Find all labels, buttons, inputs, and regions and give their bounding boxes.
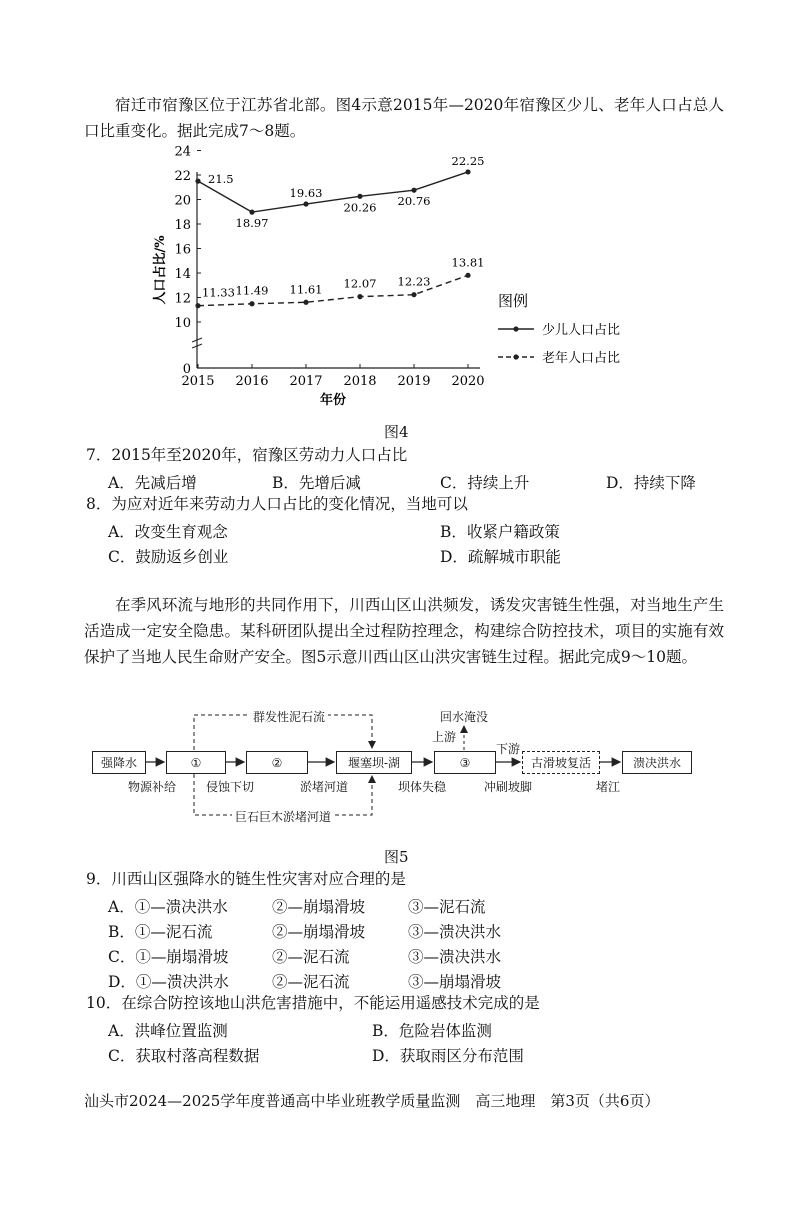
data-point-0 bbox=[195, 179, 200, 184]
x-tick-label: 2017 bbox=[289, 374, 323, 389]
x-tick-label: 2019 bbox=[397, 374, 431, 389]
box-ancient-landslide: 古滑坡复活 bbox=[522, 751, 600, 774]
question-10-option-d[interactable]: D．获取雨区分布范围 bbox=[372, 1047, 524, 1065]
y-tick-label: 10 bbox=[174, 316, 191, 331]
y-tick-label: 16 bbox=[174, 242, 191, 258]
label-boulder-blocking: 巨石巨木淤堵河道 bbox=[232, 808, 334, 825]
data-point-1 bbox=[249, 301, 254, 306]
data-label: 20.26 bbox=[343, 200, 377, 215]
figure-5-diagram bbox=[0, 700, 794, 830]
y-tick-label: 12 bbox=[174, 291, 191, 307]
data-label: 12.23 bbox=[397, 274, 431, 289]
page-footer: 汕头市2024—2025学年度普通高中毕业班教学质量监测 高三地理 第3页（共6页） bbox=[84, 1092, 660, 1110]
question-10-stem: 10．在综合防控该地山洪危害措施中，不能运用遥感技术完成的是 bbox=[86, 994, 540, 1012]
data-point-0 bbox=[249, 210, 254, 215]
y-axis-title: 人口占比/% bbox=[153, 235, 168, 305]
label-dam-instability: 坝体失稳 bbox=[398, 780, 447, 794]
question-9-option-d-2: ②—泥石流 bbox=[272, 973, 350, 991]
data-label: 22.25 bbox=[451, 153, 485, 168]
question-9-option-a-2: ②—崩塌滑坡 bbox=[272, 898, 366, 916]
question-7-option-c[interactable]: C．持续上升 bbox=[440, 474, 530, 492]
question-8-option-b[interactable]: B．收紧户籍政策 bbox=[440, 523, 560, 541]
data-point-0 bbox=[303, 201, 308, 206]
question-7-option-b[interactable]: B．先增后减 bbox=[272, 474, 361, 492]
data-point-1 bbox=[195, 303, 200, 308]
question-9-option-b-3: ③—溃决洪水 bbox=[408, 923, 502, 941]
data-label: 11.49 bbox=[235, 283, 269, 298]
intro-paragraph-2: 在季风环流与地形的共同作用下，川西山区山洪频发，诱发灾害链生性强，对当地生产生活造成一定安全隐患。某科研团队提出全过程防控理念，构建综合防控技术，项目的实施有效保护了当地人民生命财产安全。图5示意川西山区山洪灾害链生过程。据此完成9～10题。 bbox=[84, 596, 724, 666]
data-label: 11.33 bbox=[202, 285, 235, 300]
question-10-option-c[interactable]: C．获取村落高程数据 bbox=[108, 1047, 260, 1065]
data-label: 11.61 bbox=[289, 282, 323, 297]
y-tick-label: 0 bbox=[182, 362, 191, 377]
intro-paragraph-1: 宿迁市宿豫区位于江苏省北部。图4示意2015年—2020年宿豫区少儿、老年人口占总人口比重变化。据此完成7～8题。 bbox=[84, 96, 724, 140]
question-9-option-d-1[interactable]: D．①—溃决洪水 bbox=[108, 973, 229, 991]
x-tick-label: 2016 bbox=[235, 374, 269, 389]
x-axis-title: 年份 bbox=[319, 393, 347, 408]
label-backwater-flooding: 回水淹没 bbox=[440, 710, 489, 724]
question-10-option-b[interactable]: B．危险岩体监测 bbox=[372, 1022, 492, 1040]
question-9-option-b-2: ②—崩塌滑坡 bbox=[272, 923, 366, 941]
data-label: 18.97 bbox=[235, 216, 269, 231]
question-9-stem: 9．川西山区强降水的链生性灾害对应合理的是 bbox=[86, 870, 406, 888]
box-step-2: ② bbox=[246, 751, 308, 774]
box-outburst-flood: 溃决洪水 bbox=[622, 751, 692, 774]
y-tick-label: 18 bbox=[174, 218, 191, 233]
data-label: 21.5 bbox=[208, 172, 234, 187]
label-erosion-downcut: 侵蚀下切 bbox=[206, 780, 255, 794]
figure-4-line-chart bbox=[150, 144, 650, 408]
label-river-damming: 堵江 bbox=[596, 780, 621, 794]
legend-label-0: 少儿人口占比 bbox=[542, 323, 621, 338]
question-9-option-d-3: ③—崩塌滑坡 bbox=[408, 973, 502, 991]
figure-5-caption: 图5 bbox=[384, 848, 409, 866]
data-point-0 bbox=[411, 188, 416, 193]
question-7-option-d[interactable]: D．持续下降 bbox=[606, 474, 696, 492]
x-tick-label: 2020 bbox=[451, 374, 485, 389]
question-9-option-b-1[interactable]: B．①—泥石流 bbox=[108, 923, 213, 941]
data-point-1 bbox=[465, 273, 470, 278]
label-downstream: 下游 bbox=[496, 742, 521, 756]
question-10-option-a[interactable]: A．洪峰位置监测 bbox=[108, 1022, 228, 1040]
box-step-1: ① bbox=[166, 751, 226, 774]
data-point-1 bbox=[411, 292, 416, 297]
question-9-option-c-2: ②—泥石流 bbox=[272, 948, 350, 966]
legend-title: 图例 bbox=[498, 292, 529, 310]
label-material-supply: 物源补给 bbox=[128, 780, 177, 794]
y-tick-label: 14 bbox=[174, 267, 191, 282]
label-river-blocking: 淤堵河道 bbox=[300, 780, 349, 794]
legend-label-1: 老年人口占比 bbox=[542, 351, 621, 366]
box-heavy-rain: 强降水 bbox=[92, 751, 146, 774]
x-tick-label: 2015 bbox=[181, 374, 215, 389]
box-barrier-lake: 堰塞坝-湖 bbox=[336, 751, 412, 774]
data-label: 12.07 bbox=[343, 276, 377, 291]
y-tick-label: 24 bbox=[174, 144, 191, 160]
question-9-option-c-1[interactable]: C．①—崩塌滑坡 bbox=[108, 948, 229, 966]
label-group-debris-flow: 群发性泥石流 bbox=[250, 708, 328, 725]
question-8-option-a[interactable]: A．改变生育观念 bbox=[108, 523, 228, 541]
data-point-0 bbox=[465, 169, 470, 174]
legend-marker-1 bbox=[513, 354, 518, 359]
question-8-stem: 8．为应对近年来劳动力人口占比的变化情况，当地可以 bbox=[86, 495, 468, 513]
question-9-option-a-3: ③—泥石流 bbox=[408, 898, 486, 916]
data-point-0 bbox=[357, 194, 362, 199]
question-7-option-a[interactable]: A．先减后增 bbox=[108, 474, 197, 492]
question-9-option-a-1[interactable]: A．①—溃决洪水 bbox=[108, 898, 228, 916]
y-tick-label: 22 bbox=[174, 169, 191, 184]
question-8-option-c[interactable]: C．鼓励返乡创业 bbox=[108, 548, 229, 566]
data-point-1 bbox=[357, 294, 362, 299]
legend-marker-0 bbox=[513, 326, 518, 331]
data-label: 13.81 bbox=[451, 255, 485, 270]
data-label: 20.76 bbox=[397, 194, 431, 209]
label-slope-scouring: 冲刷坡脚 bbox=[484, 780, 533, 794]
data-point-1 bbox=[303, 300, 308, 305]
y-tick-label: 20 bbox=[174, 193, 191, 209]
question-8-option-d[interactable]: D．疏解城市职能 bbox=[440, 548, 561, 566]
label-upstream: 上游 bbox=[432, 730, 457, 744]
x-tick-label: 2018 bbox=[343, 374, 377, 389]
figure-4-caption: 图4 bbox=[384, 423, 409, 441]
data-label: 19.63 bbox=[289, 186, 323, 201]
box-step-3: ③ bbox=[434, 751, 496, 774]
question-7-stem: 7．2015年至2020年，宿豫区劳动力人口占比 bbox=[86, 446, 408, 464]
question-9-option-c-3: ③—溃决洪水 bbox=[408, 948, 502, 966]
